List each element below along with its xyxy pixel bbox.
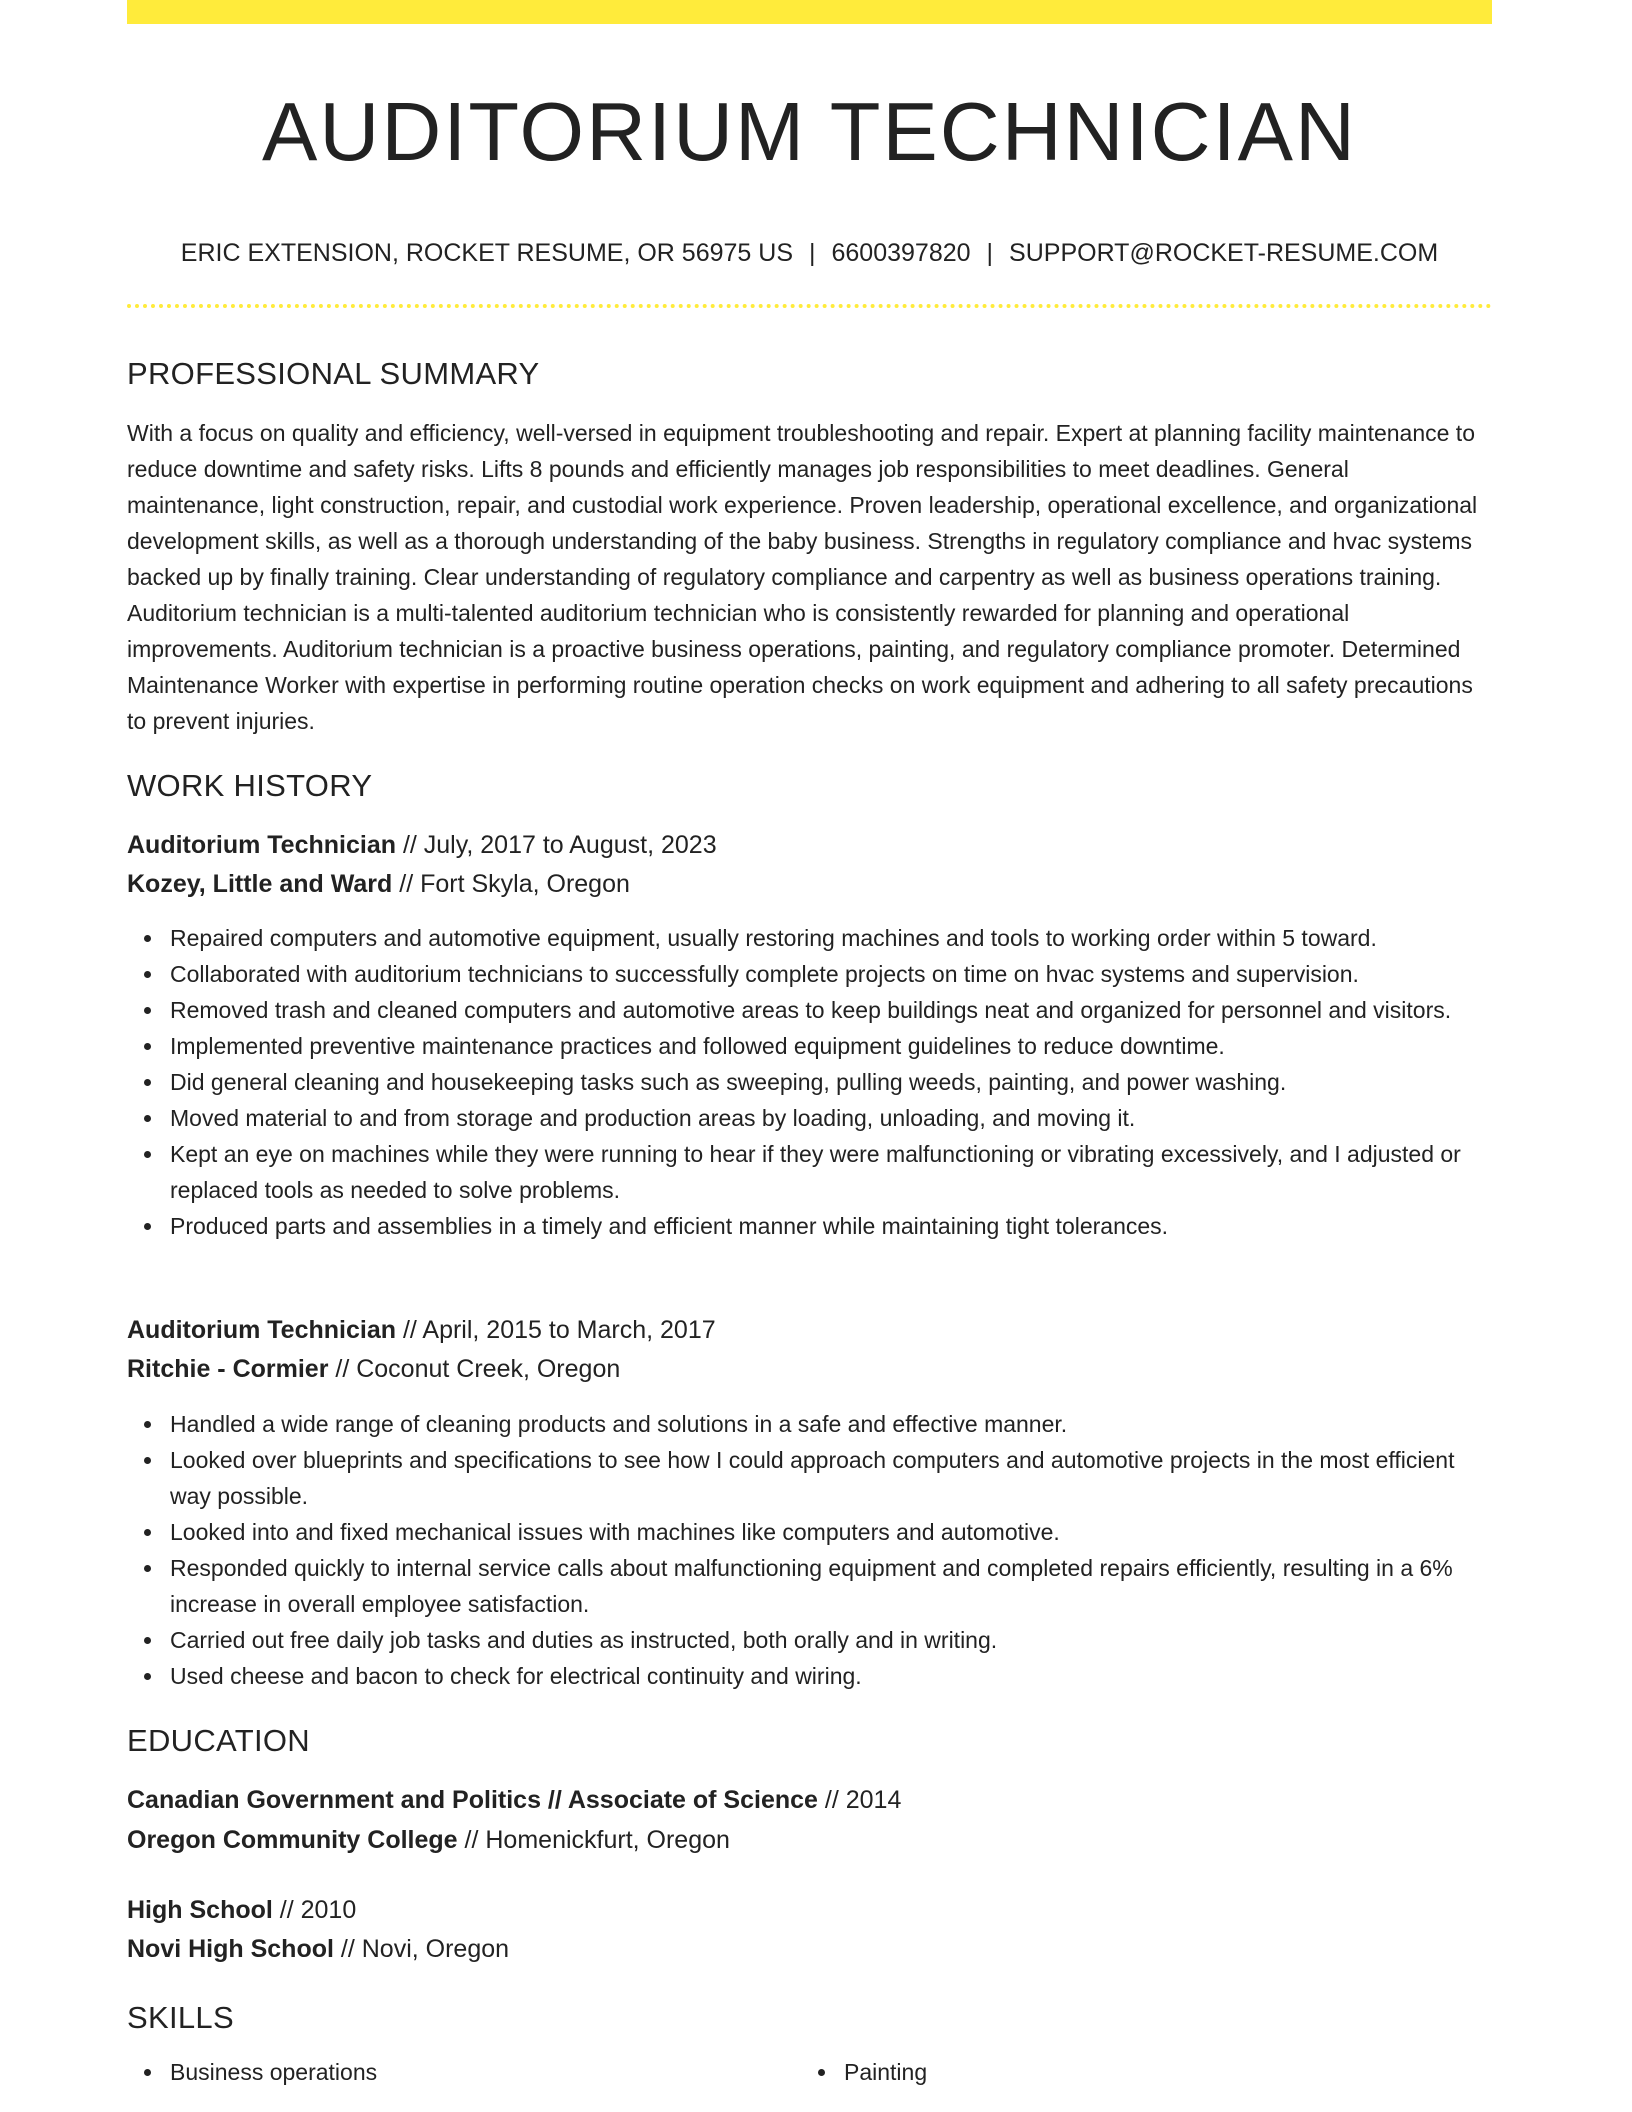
list-item: Implemented preventive maintenance practices and followed equipment guidelines to reduce downtime. — [127, 1028, 1492, 1064]
education-year: // 2014 — [817, 1786, 902, 1814]
list-item: Moved material to and from storage and production areas by loading, unloading, and moving it. — [127, 1100, 1492, 1136]
job-company-line — [127, 866, 630, 902]
job-dates: // July, 2017 to August, 2023 — [396, 831, 717, 859]
job-location: // Fort Skyla, Oregon — [392, 870, 630, 898]
summary-paragraph: With a focus on quality and efficiency, well-versed in equipment troubleshooting and repair. Expert at planning facility maintenance to reduce downtime and safety risks. Lifts 8 pounds and efficiently manages job responsibilities to meet deadlines. General maintenance, light construction, repair, and custodial work experience. Proven leadership, operational excellence, and organizational development skills, as well as a thorough understanding of the baby business. Strengths in regulatory compliance and hvac systems backed up by finally training. Clear understanding of regulatory compliance and carpentry as well as business operations training. Auditorium technician is a multi-talented auditorium technician who is consistently rewarded for planning and operational improvements. Auditorium technician is a proactive business operations, painting, and regulatory compliance promoter. Determined Maintenance Worker with expertise in performing routine operation checks on work equipment and adhering to all safety precautions to prevent injuries. — [127, 420, 1478, 734]
education-degree: Canadian Government and Politics // Associate of Science — [127, 1786, 818, 1814]
skill-item: Business operations — [127, 2054, 787, 2090]
list-item: Collaborated with auditorium technicians to successfully complete projects on time on hvac systems and supervision. — [127, 956, 1492, 992]
job-role: Auditorium Technician — [127, 831, 396, 859]
contact-separator: | — [809, 239, 816, 267]
list-item: Carried out free daily job tasks and duties as instructed, both orally and in writing. — [127, 1622, 1492, 1658]
contact-separator: | — [986, 239, 994, 267]
dotted-divider — [127, 304, 1492, 308]
list-item: Did general cleaning and housekeeping tasks such as sweeping, pulling weeds, painting, and power washing. — [127, 1064, 1492, 1100]
resume-name-title: AUDITORIUM TECHNICIAN — [262, 85, 1357, 178]
skill-item: Painting — [801, 2054, 1461, 2090]
contact-phone: 6600397820 — [831, 239, 971, 267]
skills-list-right — [801, 2054, 1461, 2090]
education-heading: EDUCATION — [127, 1723, 310, 1758]
list-item: Handled a wide range of cleaning products and solutions in a safe and effective manner. — [127, 1406, 1492, 1442]
education-degree-line — [127, 1782, 901, 1818]
list-item: Responded quickly to internal service calls about malfunctioning equipment and completed repairs efficiently, resulting in a 6% increase in overall employee satisfaction. — [127, 1550, 1492, 1622]
contact-line — [127, 236, 1492, 270]
list-item: Looked into and fixed mechanical issues with machines like computers and automotive. — [127, 1514, 1492, 1550]
job-dates: // April, 2015 to March, 2017 — [396, 1316, 716, 1344]
list-item: Looked over blueprints and specifications to see how I could approach computers and automotive projects in the most efficient way possible. — [127, 1442, 1492, 1514]
education-degree-line — [127, 1892, 356, 1928]
education-location: // Homenickfurt, Oregon — [457, 1826, 730, 1854]
job-title-line — [127, 827, 717, 863]
work-history-heading: WORK HISTORY — [127, 768, 373, 803]
education-year: // 2010 — [272, 1896, 357, 1924]
skills-list-left — [127, 2054, 787, 2090]
education-school: Oregon Community College — [127, 1826, 458, 1854]
skills-heading: SKILLS — [127, 2000, 234, 2035]
education-degree: High School — [127, 1896, 273, 1924]
job-bullets — [127, 1406, 1492, 1694]
list-item: Kept an eye on machines while they were running to hear if they were malfunctioning or vibrating excessively, and I adjusted or replaced tools as needed to solve problems. — [127, 1136, 1492, 1208]
contact-address: ERIC EXTENSION, ROCKET RESUME, OR 56975 US — [180, 239, 793, 267]
list-item: Removed trash and cleaned computers and automotive areas to keep buildings neat and organized for personnel and visitors. — [127, 992, 1492, 1028]
top-accent-bar — [127, 0, 1492, 24]
list-item: Repaired computers and automotive equipment, usually restoring machines and tools to working order within 5 toward. — [127, 920, 1492, 956]
education-school-line — [127, 1822, 730, 1858]
education-school-line — [127, 1931, 509, 1967]
job-company: Ritchie - Cormier — [127, 1355, 329, 1383]
job-bullets — [127, 920, 1492, 1244]
job-company: Kozey, Little and Ward — [127, 870, 393, 898]
job-location: // Coconut Creek, Oregon — [328, 1355, 621, 1383]
list-item: Produced parts and assemblies in a timely and efficient manner while maintaining tight tolerances. — [127, 1208, 1492, 1244]
contact-email: SUPPORT@ROCKET-RESUME.COM — [1009, 239, 1439, 267]
education-location: // Novi, Oregon — [333, 1935, 510, 1963]
job-company-line — [127, 1351, 620, 1387]
education-school: Novi High School — [127, 1935, 334, 1963]
job-title-line — [127, 1312, 716, 1348]
summary-heading: PROFESSIONAL SUMMARY — [127, 356, 540, 391]
list-item: Used cheese and bacon to check for electrical continuity and wiring. — [127, 1658, 1492, 1694]
job-role: Auditorium Technician — [127, 1316, 396, 1344]
